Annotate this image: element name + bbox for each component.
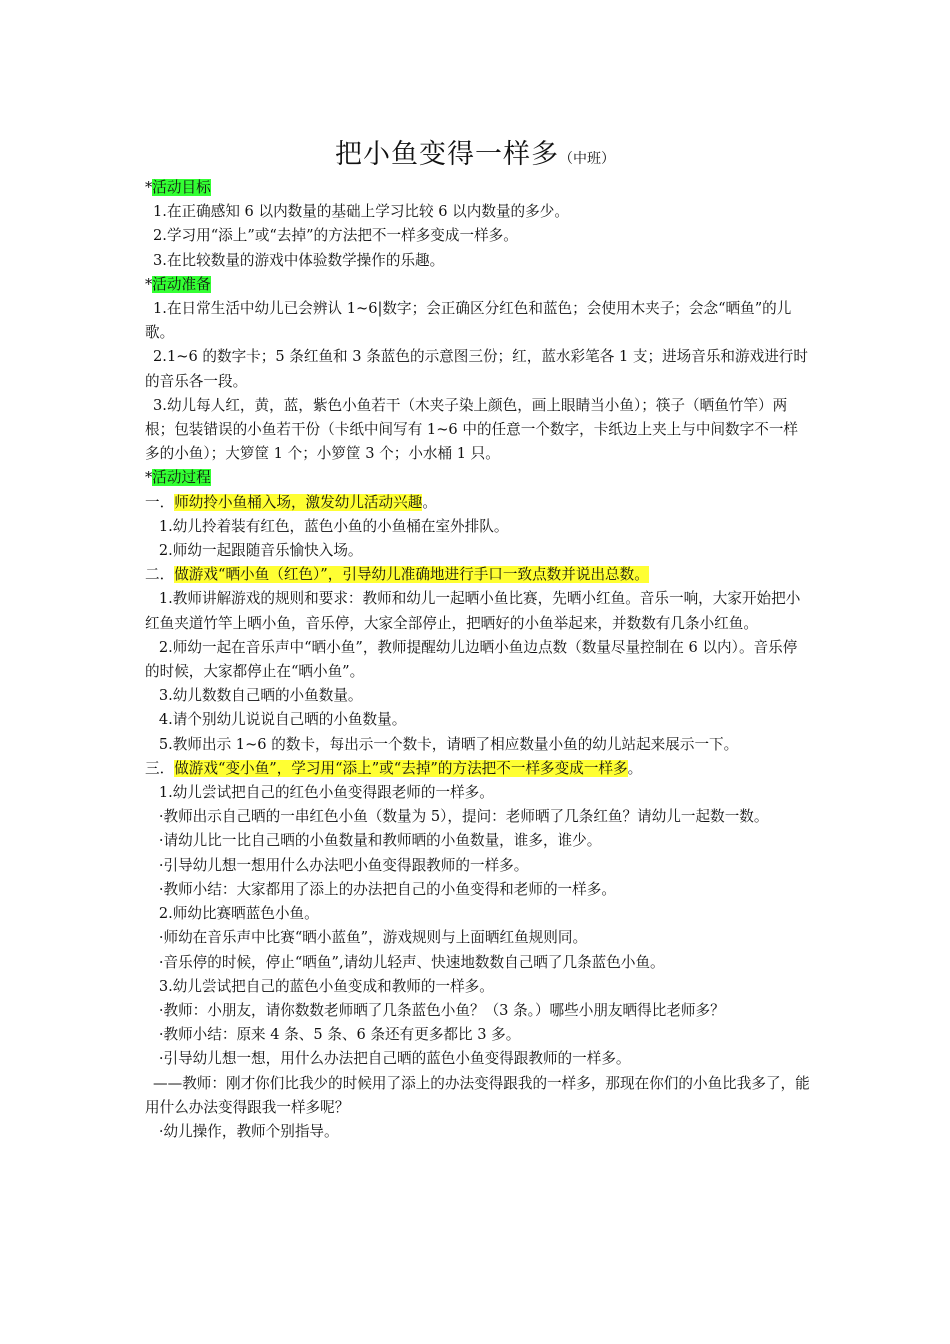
paragraph: ·请幼儿比一比自己晒的小鱼数量和教师晒的小鱼数量，谁多，谁少。: [158, 832, 602, 850]
paragraph: ·师幼在音乐声中比赛“晒小蓝鱼”，游戏规则与上面晒红鱼规则同。: [158, 929, 588, 947]
heading-marker: *: [145, 469, 153, 487]
paragraph: 2.师幼一起在音乐声中“晒小鱼”，教师提醒幼儿边晒小鱼边点数（数量尽量控制在 6 以内）。音乐停的时候，大家都停止在“晒小鱼”。: [145, 638, 798, 681]
paragraph: 1.幼儿拎着装有红色，蓝色小鱼的小鱼桶在室外排队。: [158, 517, 509, 535]
paragraph: ·教师：小朋友，请你数数老师晒了几条蓝色小鱼？（3 条。）哪些小朋友晒得比老师多？: [158, 1001, 725, 1019]
paragraph: ·幼儿操作，教师个别指导。: [158, 1122, 339, 1140]
title-main: 把小鱼变得一样多: [335, 139, 559, 170]
heading-text: 活动准备: [152, 275, 211, 293]
step-heading: [145, 491, 810, 515]
step-number: 三．: [145, 759, 175, 777]
paragraph: 2.师幼比赛晒蓝色小鱼。: [158, 905, 319, 923]
step-title: 做游戏“变小鱼”，学习用“添上”或“去掉”的方法把不一样多变成一样多: [174, 759, 628, 777]
paragraph: ·教师小结：原来 4 条、5 条、6 条还有更多都比 3 多。: [158, 1026, 521, 1044]
paragraph: ·教师小结：大家都用了添上的办法把自己的小鱼变得和老师的一样多。: [158, 880, 616, 898]
step-punctuation: 。: [422, 493, 437, 511]
paragraph: 5.教师出示 1~6 的数卡，每出示一个数卡，请晒了相应数量小鱼的幼儿站起来展示一下。: [158, 735, 739, 753]
heading-text: 活动过程: [152, 469, 211, 487]
heading-marker: *: [145, 179, 153, 196]
paragraph: 3.幼儿每人红，黄，蓝，紫色小鱼若干（木夹子染上颜色，画上眼睛当小鱼）；筷子（晒鱼竹竿）两根；包装错误的小鱼若干份（卡纸中间写有 1~6 中的任意一个数字，卡纸边上夹上与中间数字不一样多的小鱼）；大箩筐 1 个；小箩筐 3 个；小水桶 1 只。: [145, 396, 799, 463]
document-title: [0, 132, 950, 171]
paragraph: ·引导幼儿想一想用什么办法吧小鱼变得跟教师的一样多。: [158, 856, 529, 874]
step-punctuation: 。: [627, 759, 643, 777]
step-title: 做游戏“晒小鱼（红色）”，引导幼儿准确地进行手口一致点数并说出总数。: [174, 566, 649, 584]
paragraph: 3.在比较数量的游戏中体验数学操作的乐趣。: [153, 251, 445, 269]
paragraph: 3.幼儿尝试把自己的蓝色小鱼变成和教师的一样多。: [158, 977, 494, 995]
paragraph: 2.师幼一起跟随音乐愉快入场。: [158, 542, 363, 560]
title-grade: （中班）: [559, 151, 615, 167]
paragraph: 2.学习用“添上”或“去掉”的方法把不一样多变成一样多。: [153, 227, 518, 245]
heading-marker: *: [145, 275, 153, 293]
paragraph: 1.教师讲解游戏的规则和要求：教师和幼儿一起晒小鱼比赛，先晒小红鱼。音乐一响，大家开始把小红鱼夹道竹竿上晒小鱼，音乐停，大家全部停止，把晒好的小鱼举起来，并数数有几条小红鱼。: [145, 590, 801, 632]
step-heading: [145, 757, 810, 781]
section-heading: [145, 466, 810, 490]
paragraph: 3.幼儿数数自己晒的小鱼数量。: [158, 687, 363, 705]
paragraph: 4.请个别幼儿说说自己晒的小鱼数量。: [158, 711, 407, 729]
paragraph: ·引导幼儿想一想，用什么办法把自己晒的蓝色小鱼变得跟教师的一样多。: [158, 1050, 631, 1068]
step-number: 二．: [145, 566, 175, 584]
section-heading: [145, 176, 810, 200]
step-number: 一．: [145, 493, 175, 511]
paragraph: ·教师出示自己晒的一串红色小鱼（数量为 5），提问：老师晒了几条红鱼？请幼儿一起数一数。: [158, 808, 769, 826]
paragraph: 1.幼儿尝试把自己的红色小鱼变得跟老师的一样多。: [158, 784, 494, 802]
paragraph: 1.在正确感知 6 以内数量的基础上学习比较 6 以内数量的多少。: [153, 203, 569, 221]
paragraph: ——教师：刚才你们比我少的时候用了添上的办法变得跟我的一样多，那现在你们的小鱼比我多了，能用什么办法变得跟我一样多呢？: [145, 1074, 810, 1116]
section-heading: [145, 273, 810, 297]
paragraph: 1.在日常生活中幼儿已会辨认 1~6|数字；会正确区分红色和蓝色；会使用木夹子；会念“晒鱼”的儿歌。: [145, 300, 792, 342]
step-heading: [145, 563, 810, 587]
paragraph: 2.1~6 的数字卡；5 条红鱼和 3 条蓝色的示意图三份；红，蓝水彩笔各 1 支；进场音乐和游戏进行时的音乐各一段。: [145, 348, 808, 390]
paragraph: ·音乐停的时候，停止“晒鱼”,请幼儿轻声、快速地数数自己晒了几条蓝色小鱼。: [158, 953, 665, 971]
document-body: [145, 176, 810, 1144]
heading-text: 活动目标: [152, 179, 211, 196]
step-title: 师幼拎小鱼桶入场，激发幼儿活动兴趣: [174, 493, 423, 511]
